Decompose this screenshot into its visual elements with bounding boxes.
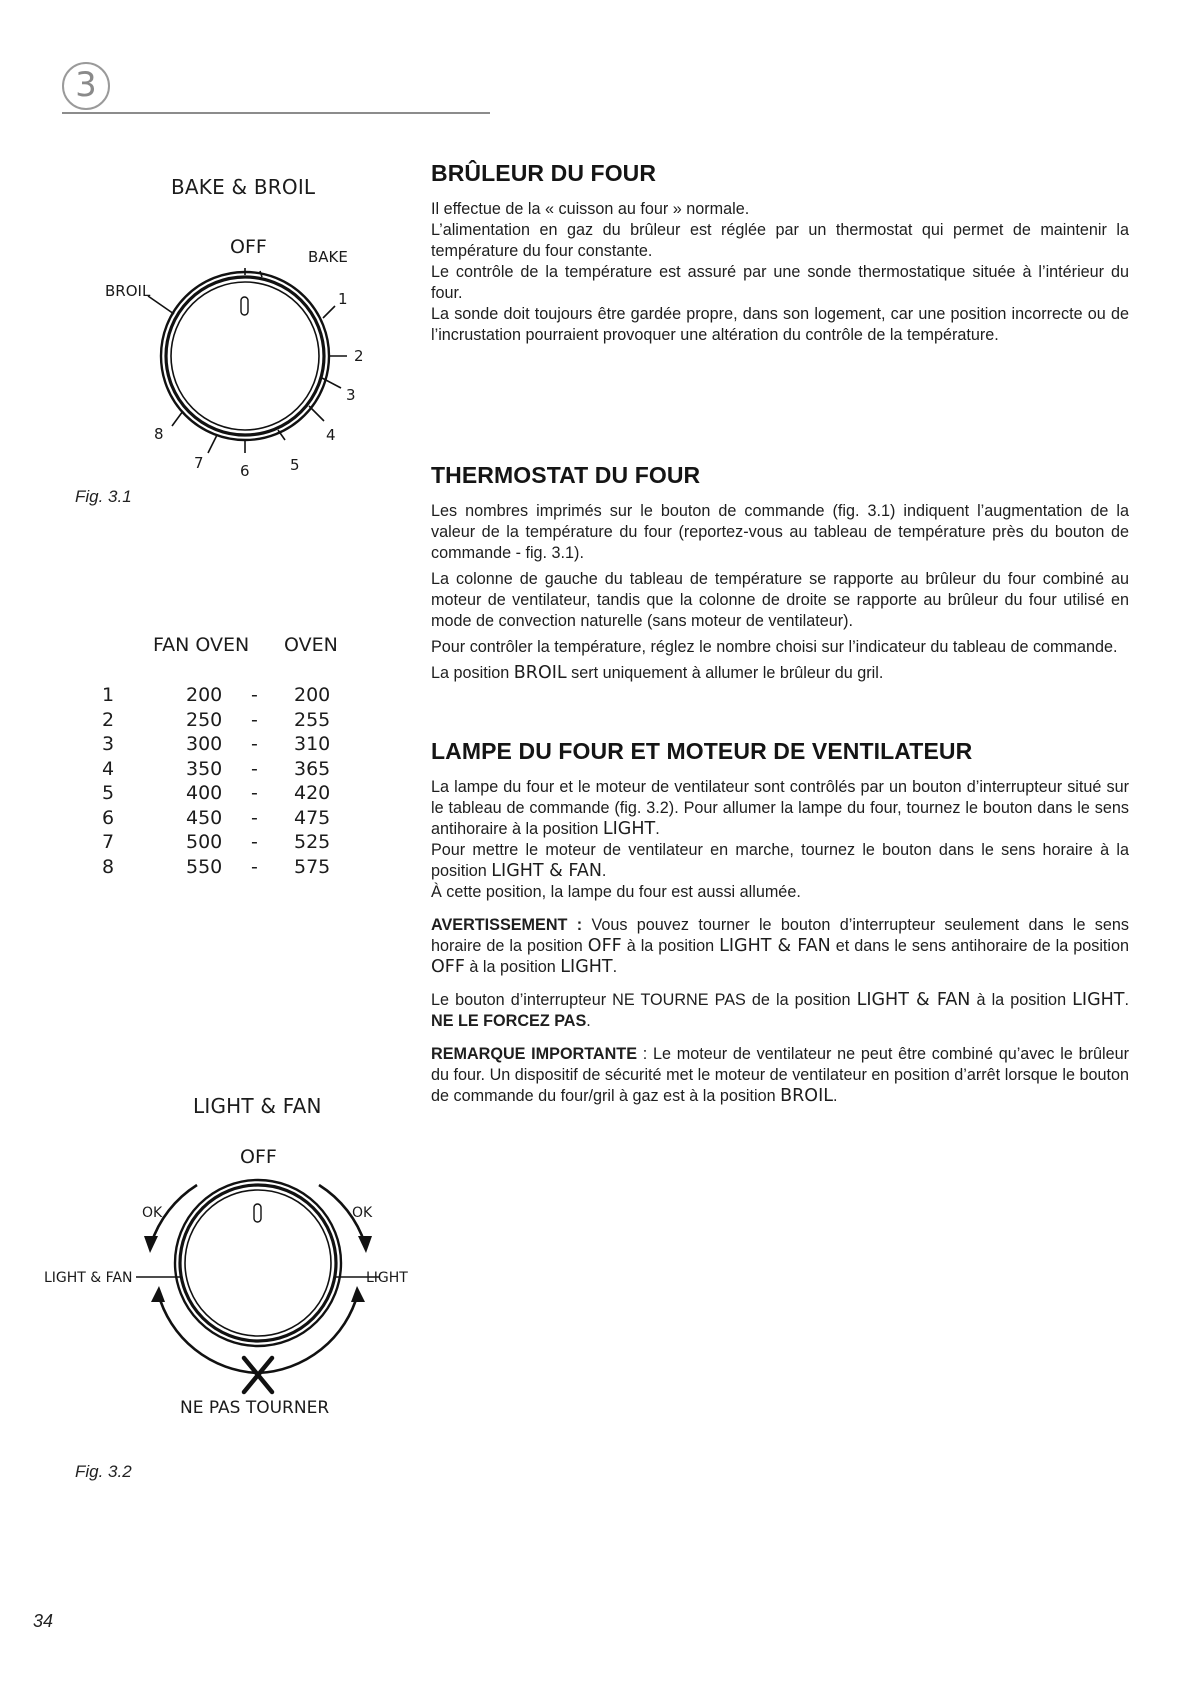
row-oven: 200 [294, 684, 331, 706]
row-position: 3 [102, 733, 115, 755]
knob-label-off: OFF [240, 1146, 277, 1168]
keyword-light-fan: LIGHT & FAN [491, 861, 602, 881]
row-separator: - [251, 757, 258, 780]
knob-outer-ring [175, 1180, 341, 1346]
keyword-broil: BROIL [780, 1086, 833, 1106]
keyword-light: LIGHT [560, 957, 613, 977]
row-separator: - [251, 855, 258, 878]
knob-label-do-not-turn: NE PAS TOURNER [180, 1398, 330, 1418]
paragraph [431, 777, 1129, 840]
row-position: 1 [102, 684, 115, 706]
section-oven-burner [431, 160, 1129, 346]
page-number: 34 [33, 1611, 54, 1631]
paragraph: La sonde doit toujours être gardée propre, dans son logement, car une position incorrecte ou de l’incrustation pourraient provoquer une altération du contrôle de la température. [431, 305, 1129, 344]
chapter-rule [62, 112, 490, 114]
figure1-title: BAKE & BROIL [171, 175, 316, 199]
keyword-off: OFF [587, 936, 622, 956]
knob-label-3: 3 [346, 386, 356, 404]
knob-label-light-fan: LIGHT & FAN [44, 1270, 133, 1286]
text: . [612, 958, 618, 976]
row-oven: 255 [294, 708, 331, 731]
arrow-heads [144, 1236, 372, 1302]
text: . [655, 820, 660, 838]
temperature-table [100, 634, 360, 884]
paragraph: Pour contrôler la température, réglez le nombre choisi sur l’indicateur du tableau de commande. [431, 638, 1118, 656]
text: . [1124, 991, 1129, 1009]
figure1-caption: Fig. 3.1 [75, 487, 132, 506]
row-fan-oven: 200 [186, 684, 223, 706]
knob-label-6: 6 [240, 462, 250, 480]
warning-label: AVERTISSEMENT : [431, 916, 583, 934]
knob-label-8: 8 [154, 425, 164, 443]
text: La position [431, 664, 514, 682]
section-lamp-fan [431, 738, 1129, 1107]
text: et dans le sens antihoraire de la position [830, 937, 1130, 955]
keyword-light: LIGHT [1072, 990, 1125, 1010]
header-oven: OVEN [284, 634, 338, 656]
knob-label-light: LIGHT [366, 1270, 408, 1286]
row-position: 4 [102, 757, 115, 780]
row-separator: - [251, 684, 258, 706]
row-position: 7 [102, 831, 115, 853]
row-separator: - [251, 708, 258, 731]
warning-paragraph [431, 915, 1129, 978]
bake-broil-knob-diagram [90, 228, 390, 498]
row-fan-oven: 250 [186, 708, 223, 731]
row-oven: 310 [294, 733, 331, 755]
knob-indicator [254, 1204, 261, 1222]
text: à la position [970, 991, 1073, 1009]
knob-label-5: 5 [290, 456, 300, 474]
paragraph: Il effectue de la « cuisson au four » normale. [431, 200, 750, 218]
do-not-force-text: NE LE FORCEZ PAS [431, 1012, 587, 1030]
important-note-paragraph [431, 1044, 1129, 1107]
row-separator: - [251, 782, 258, 804]
keyword-off: OFF [431, 957, 465, 977]
chapter-number: 3 [62, 62, 110, 110]
paragraph: La colonne de gauche du tableau de température se rapporte au brûleur du four combiné au moteur de ventilateur, tandis que la colonne de droite se rapporte au brûleur du four utilisé en mode de convection naturelle (sans moteur de ventilateur). [431, 570, 1129, 630]
row-position: 5 [102, 782, 115, 804]
heading-oven-thermostat: THERMOSTAT DU FOUR [431, 462, 701, 488]
knob-tick-lines [148, 268, 347, 453]
knob-label-bake: BAKE [308, 248, 348, 266]
paragraph: Le contrôle de la température est assuré par une sonde thermostatique située à l’intérieur du four. [431, 263, 1129, 302]
important-note-label: REMARQUE IMPORTANTE [431, 1045, 637, 1063]
row-position: 6 [102, 806, 115, 829]
row-position: 8 [102, 855, 115, 878]
text: à la position [621, 937, 720, 955]
text: Vous pouvez tourner le bouton d’interrupteur seulement dans le sens horaire de la position [431, 916, 1129, 955]
keyword-light: LIGHT [602, 819, 656, 839]
figure2-caption: Fig. 3.2 [75, 1462, 132, 1481]
keyword-light-fan: LIGHT & FAN [719, 936, 831, 956]
row-oven: 475 [294, 806, 331, 829]
knob-label-ok-right: OK [352, 1205, 373, 1221]
row-separator: - [251, 733, 258, 755]
row-fan-oven: 400 [186, 782, 223, 804]
text: . [601, 862, 607, 880]
paragraph [431, 840, 1129, 882]
keyword-broil: BROIL [513, 663, 567, 683]
row-position: 2 [102, 708, 115, 731]
text: sert uniquement à allumer le brûleur du gril. [566, 664, 884, 682]
paragraph [431, 990, 1129, 1032]
row-oven: 575 [294, 855, 331, 878]
row-fan-oven: 500 [186, 831, 223, 853]
paragraph: L’alimentation en gaz du brûleur est réglée par un thermostat qui permet de maintenir la température du four constante. [431, 221, 1129, 260]
text: . [586, 1012, 591, 1030]
do-not-turn-cross-icon [244, 1358, 272, 1392]
paragraph: À cette position, la lampe du four est aussi allumée. [431, 883, 801, 901]
text: Le bouton d’interrupteur NE TOURNE PAS de la position [431, 991, 857, 1009]
row-oven: 525 [294, 831, 331, 853]
row-oven: 420 [294, 782, 331, 804]
row-fan-oven: 550 [186, 855, 223, 878]
paragraph [431, 663, 1129, 684]
knob-label-1: 1 [338, 290, 348, 308]
knob-label-off: OFF [230, 236, 267, 258]
text: . [833, 1087, 838, 1105]
row-fan-oven: 350 [186, 757, 223, 780]
keyword-light-fan: LIGHT & FAN [856, 990, 971, 1010]
text: La lampe du four et le moteur de ventilateur sont contrôlés par un bouton d’interrupteur situé sur le tableau de commande (fig. 3.2). Pour allumer la lampe du four, tournez le bouton dans le sens antihoraire à la position [431, 778, 1129, 838]
text: : Le moteur de ventilateur ne peut être combiné qu’avec le brûleur du four. Un dispositif de sécurité met le moteur de ventilateur en position d’arrêt lorsque le bouton de commande du four/gril à gaz est à la position [431, 1045, 1129, 1105]
paragraph: Les nombres imprimés sur le bouton de commande (fig. 3.1) indiquent l’augmentation de la valeur de la température du four (reportez-vous au tableau de température près du bouton de commande - fig. 3.1). [431, 502, 1129, 562]
text: Pour mettre le moteur de ventilateur en marche, tournez le bouton dans le sens horaire à la position [431, 841, 1129, 880]
row-fan-oven: 300 [186, 733, 223, 755]
knob-indicator [241, 297, 248, 315]
row-fan-oven: 450 [186, 806, 223, 829]
light-fan-knob-diagram [40, 1140, 440, 1425]
figure2-title: LIGHT & FAN [193, 1094, 322, 1118]
knob-label-broil: BROIL [105, 282, 151, 300]
row-oven: 365 [294, 757, 331, 780]
heading-lamp-fan: LAMPE DU FOUR ET MOTEUR DE VENTILATEUR [431, 738, 973, 764]
heading-oven-burner: BRÛLEUR DU FOUR [431, 160, 657, 186]
header-fan-oven: FAN OVEN [153, 634, 250, 656]
section-oven-thermostat [431, 462, 1129, 684]
knob-label-ok-left: OK [142, 1205, 163, 1221]
knob-label-2: 2 [354, 347, 364, 365]
text: à la position [464, 958, 561, 976]
row-separator: - [251, 831, 258, 853]
knob-label-4: 4 [326, 426, 336, 444]
row-separator: - [251, 806, 258, 829]
knob-label-7: 7 [194, 454, 204, 472]
